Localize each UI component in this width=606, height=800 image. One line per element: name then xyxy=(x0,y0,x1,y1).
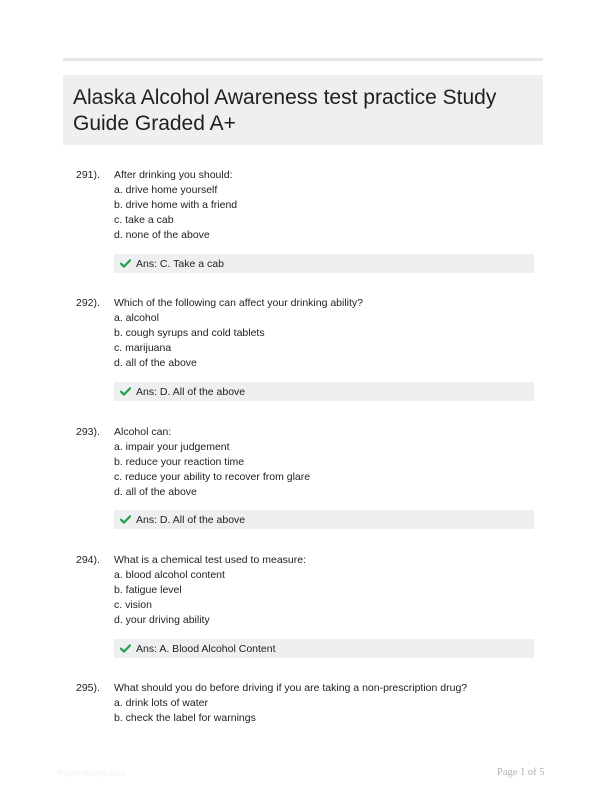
answer-text: Ans: D. All of the above xyxy=(136,385,246,398)
check-icon xyxy=(120,515,131,524)
answer-box xyxy=(114,510,534,529)
question-text: Which of the following can affect your drinking ability? xyxy=(114,297,364,309)
question-number: 292). xyxy=(76,297,100,309)
option-b: b. cough syrups and cold tablets xyxy=(114,327,265,339)
option-d: d. your driving ability xyxy=(114,614,210,626)
document-title: Alaska Alcohol Awareness test practice Study Guide Graded A+ xyxy=(73,86,497,135)
question-text: Alcohol can: xyxy=(114,426,172,438)
check-icon xyxy=(120,259,131,268)
option-d: d. all of the above xyxy=(114,486,197,498)
option-a: a. blood alcohol content xyxy=(114,569,225,581)
answer-box xyxy=(114,254,534,273)
option-list xyxy=(114,440,310,500)
option-a: a. impair your judgement xyxy=(114,441,230,453)
title-banner xyxy=(63,75,543,145)
option-b: b. reduce your reaction time xyxy=(114,456,245,468)
option-list xyxy=(114,568,225,628)
question-text: What is a chemical test used to measure: xyxy=(114,554,306,566)
answer-text: Ans: C. Take a cab xyxy=(136,257,224,270)
check-icon xyxy=(120,387,131,396)
question-text: After drinking you should: xyxy=(114,169,233,181)
answer-text: Ans: A. Blood Alcohol Content xyxy=(136,642,276,655)
option-d: d. all of the above xyxy=(114,357,197,369)
option-c: c. take a cab xyxy=(114,214,174,226)
option-b: b. drive home with a friend xyxy=(114,199,238,211)
option-a: a. alcohol xyxy=(114,312,159,324)
question-number: 291). xyxy=(76,169,100,181)
top-divider xyxy=(63,58,543,61)
answer-box xyxy=(114,639,534,658)
option-list xyxy=(114,183,237,243)
option-a: a. drink lots of water xyxy=(114,697,208,709)
option-c: c. vision xyxy=(114,599,152,611)
watermark: Paperlibrary.com xyxy=(58,768,126,778)
option-b: b. fatigue level xyxy=(114,584,182,596)
option-d: d. none of the above xyxy=(114,229,210,241)
option-c: c. reduce your ability to recover from glare xyxy=(114,471,311,483)
option-a: a. drive home yourself xyxy=(114,184,218,196)
question-number: 293). xyxy=(76,426,100,438)
question-number: 294). xyxy=(76,554,100,566)
question-number: 295). xyxy=(76,682,100,694)
option-b: b. check the label for warnings xyxy=(114,712,256,724)
option-c: c. marijuana xyxy=(114,342,172,354)
option-list xyxy=(114,696,256,726)
page-indicator: Page 1 of 5 xyxy=(497,767,545,778)
option-list xyxy=(114,311,265,371)
question-text: What should you do before driving if you are taking a non-prescription drug? xyxy=(114,682,468,694)
check-icon xyxy=(120,644,131,653)
answer-text: Ans: D. All of the above xyxy=(136,513,246,526)
answer-box xyxy=(114,382,534,401)
